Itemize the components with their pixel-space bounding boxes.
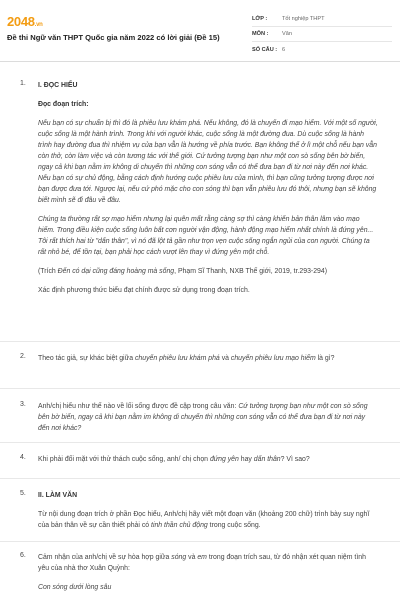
site-logo[interactable] [7,14,43,29]
question-body [38,454,378,465]
text-italic: đứng yên [209,456,239,463]
text-italic: chuyến phiêu lưu mạo hiểm [230,355,316,362]
text: và [186,554,198,561]
text-italic: Cứ tưởng tượng bạn như một con sò sống bên bờ biển, ngay cả khi bạn nằm im không di chuyển thì những con sóng vẫn có thể đưa bạn đi từ nơi này đến nơi khác? [38,403,368,432]
meta-key: LỚP : [252,16,268,22]
passage-paragraph: Chúng ta thường rất sợ mạo hiểm nhưng lại quên mất rằng càng sợ thì càng khiến bản thân lâm vào mạo hiểm. Trong điều kiện cuộc sống luôn bất cơn người vận động, hành động mạo hiểm nhất chính là đứng yên... Tôi rất thích hai từ "dấn thân", vì nó đã lột tả gần như trọn vẹn cuộc sống ngắn ngủi của con người. Chúng ta rất nhỏ bé, để tồn tại, bạn phải học cách vượt lên thay vì đứng yên một chỗ. [38,216,374,256]
question-number: 6. [20,552,26,559]
section-heading: II. LÀM VĂN [38,492,78,499]
instruction: Xác định phương thức biểu đạt chính được sử dụng trong đoạn trích. [38,287,250,294]
meta-value: 6 [282,46,286,53]
question-body [38,353,378,364]
passage-paragraph: Nếu bạn có sự chuẩn bị thì đó là phiêu lưu khám phá. Nếu không, đó là chuyến đi mạo hiểm. Với một số người, cuộc sống là một hành trình. Trong khi với người khác, cuộc sống là một đường đua. Dù cuộc sống là hành trình hay đường đua thì nhiệm vụ của bạn vẫn là hướng về phía trước. Bạn không thể ở lì một chỗ nếu bạn vẫn còn thở, còn làm việc và còn tương tác với thế giới. Cứ tưởng tượng bạn như một con sò sống bên bờ biển, ngay cả khi bạn nằm im không di chuyển thì những con sóng vẫn có thể đưa bạn đi từ nơi này đến nơi khác. Nếu bạn có sự chủ động, bằng cách định hướng cuộc phiêu lưu của mình, thì bạn cũng tưởng tượng được nơi bạn được đưa tới. Ngược lại, nếu cứ phó mặc cho con sóng thì bạn vẫn phiêu lưu đó thôi, nhưng bạn sẽ không biết mình sẽ đi đâu về đâu. [38,120,378,204]
text-italic: dấn thân [253,456,281,463]
subheading: Đọc đoạn trích: [38,101,89,108]
header [0,0,400,62]
question-number: 3. [20,401,26,408]
question-text [38,509,378,531]
text: Từ nội dung đoạn trích ở phần Đọc hiểu, Anh/chị hãy viết một đoạn văn (khoảng 200 chữ) trình bày suy nghĩ của bản thân về sự cần thiết phải có [38,511,370,529]
question-number: 2. [20,353,26,360]
divider [0,478,400,479]
page-title: Đề thi Ngữ văn THPT Quốc gia năm 2022 có lời giải (Đề 15) [7,33,220,42]
text-italic: em [197,554,207,561]
question-body [38,401,378,434]
question-text [38,552,378,574]
text: ? Vì sao? [280,456,310,463]
citation [38,266,378,277]
meta-value: Tốt nghiệp THPT [282,16,325,22]
section-heading: I. ĐỌC HIỂU [38,82,78,89]
divider [0,341,400,342]
text: Anh/chị hiểu như thế nào về lối sống được đề cập trong câu văn: [38,403,239,410]
question-number: 5. [20,490,26,497]
question-number: 1. [20,80,26,87]
meta-key: SỐ CÂU : [252,46,278,53]
citation-pre: (Trích [38,268,58,275]
text-italic: sóng [171,554,187,561]
question-body [38,552,378,593]
logo-suffix: .vn [34,22,43,28]
text: trong đoạn trích sau, từ đó nhận xét quan niệm tình yêu của nhà thơ Xuân Quỳnh: [38,554,366,572]
logo-main: 2048 [7,14,35,29]
text: hay [238,456,254,463]
text: là gì? [315,355,335,362]
question-body [38,490,378,531]
meta-key: MÔN : [252,31,269,37]
text-italic: tinh thần chủ động [151,522,208,529]
text: Theo tác giả, sự khác biệt giữa [38,355,135,362]
text: Khi phải đối mặt với thử thách cuộc sống, anh/ chị chọn [38,456,210,463]
divider [0,442,400,443]
meta-info [252,12,392,57]
meta-value: Văn [282,31,292,37]
divider [0,541,400,542]
text: trong cuộc sống. [207,522,261,529]
meta-row-class [252,12,392,27]
citation-post: , Phạm Sĩ Thanh, NXB Thế giới, 2019, tr.293-294) [174,268,328,275]
text: và [219,355,231,362]
question-body [38,80,378,296]
poem-line: Con sóng dưới lòng sâu [38,584,112,591]
text: Cảm nhận của anh/chị về sự hòa hợp giữa [38,554,172,561]
citation-title: Đến có dại cũng đáng hoàng mà sống [57,268,175,275]
divider [0,388,400,389]
question-number: 4. [20,454,26,461]
text-italic: chuyến phiêu lưu khám phá [134,355,220,362]
meta-row-count [252,42,392,57]
meta-row-subject [252,27,392,42]
